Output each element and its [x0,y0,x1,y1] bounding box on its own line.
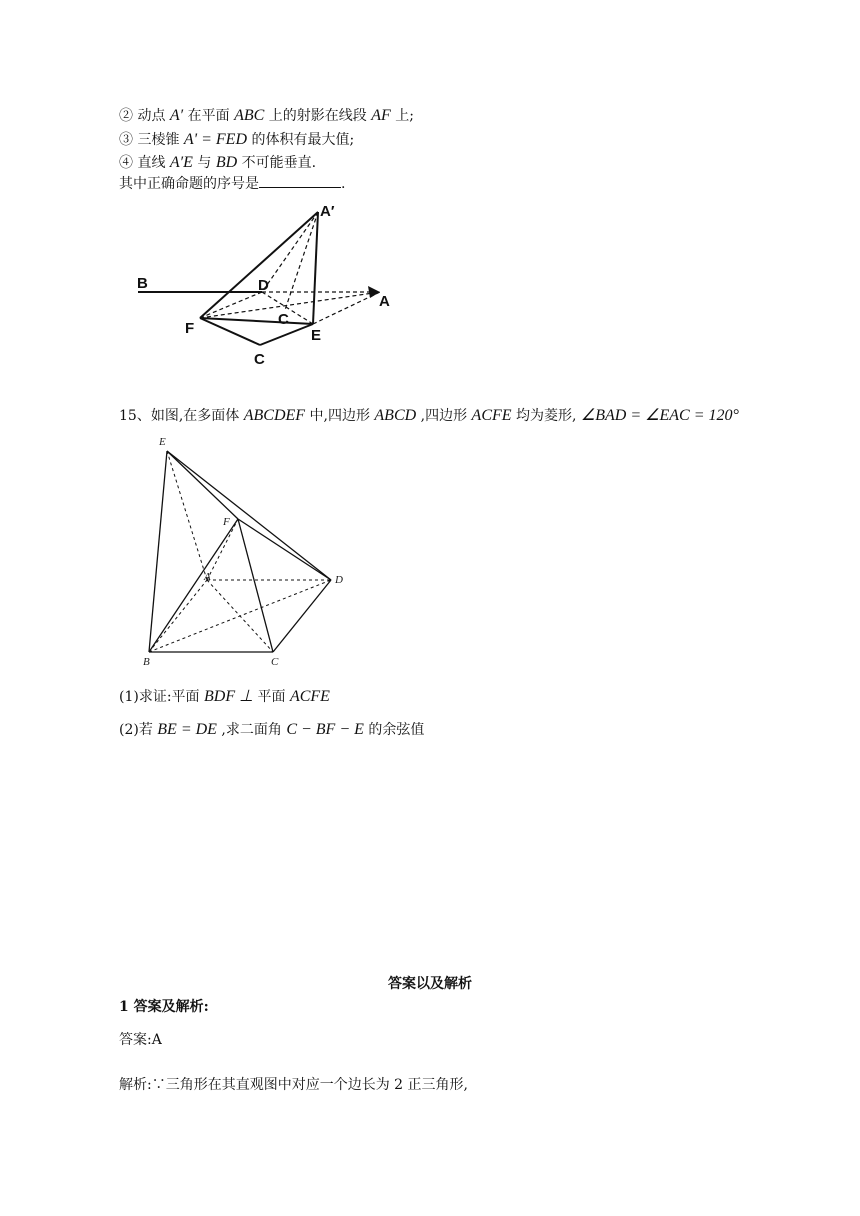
figure-folded-triangle [130,200,400,375]
label-A2: A [204,571,211,583]
label-B2: B [143,656,150,668]
label-F2: F [223,516,230,528]
question-line: 其中正确命题的序号是 . [119,176,346,192]
part-2: (2)若 BE = DE ,求二面角 C − BF − E 的余弦值 [119,721,425,738]
answer-1-answer: 答案:A [119,1032,162,1048]
figure-polyhedron [135,435,350,675]
label-E2: E [159,436,166,448]
item-4: ④ 直线 A′E 与 BD 不可能垂直. [119,154,317,171]
label-C-mid: C [278,311,289,328]
label-C: C [254,351,265,368]
label-A: A [379,293,390,310]
label-A-prime: A′ [320,203,335,220]
problem-15-statement: 15、如图,在多面体 ABCDEF 中,四边形 ABCD ,四边形 ACFE 均为菱形, ∠BAD = ∠EAC = 120° [119,407,739,424]
answer-1-title: 1 答案及解析: [119,999,209,1015]
answers-heading: 答案以及解析 [388,976,472,992]
label-F: F [185,320,195,337]
label-D: D [258,277,269,294]
label-E: E [311,327,322,344]
answer-blank [259,175,341,188]
part-1: (1)求证:平面 BDF ⊥ 平面 ACFE [119,688,330,705]
item-3: ③ 三棱锥 A' = FED 的体积有最大值; [119,131,355,148]
label-D2: D [335,574,343,586]
answer-1-explanation: 解析:∵三角形在其直观图中对应一个边长为 2 正三角形, [119,1077,468,1093]
item-2: ② 动点 A′ 在平面 ABC 上的射影在线段 AF 上; [119,107,414,124]
label-B: B [137,275,148,292]
label-C2: C [271,656,279,668]
